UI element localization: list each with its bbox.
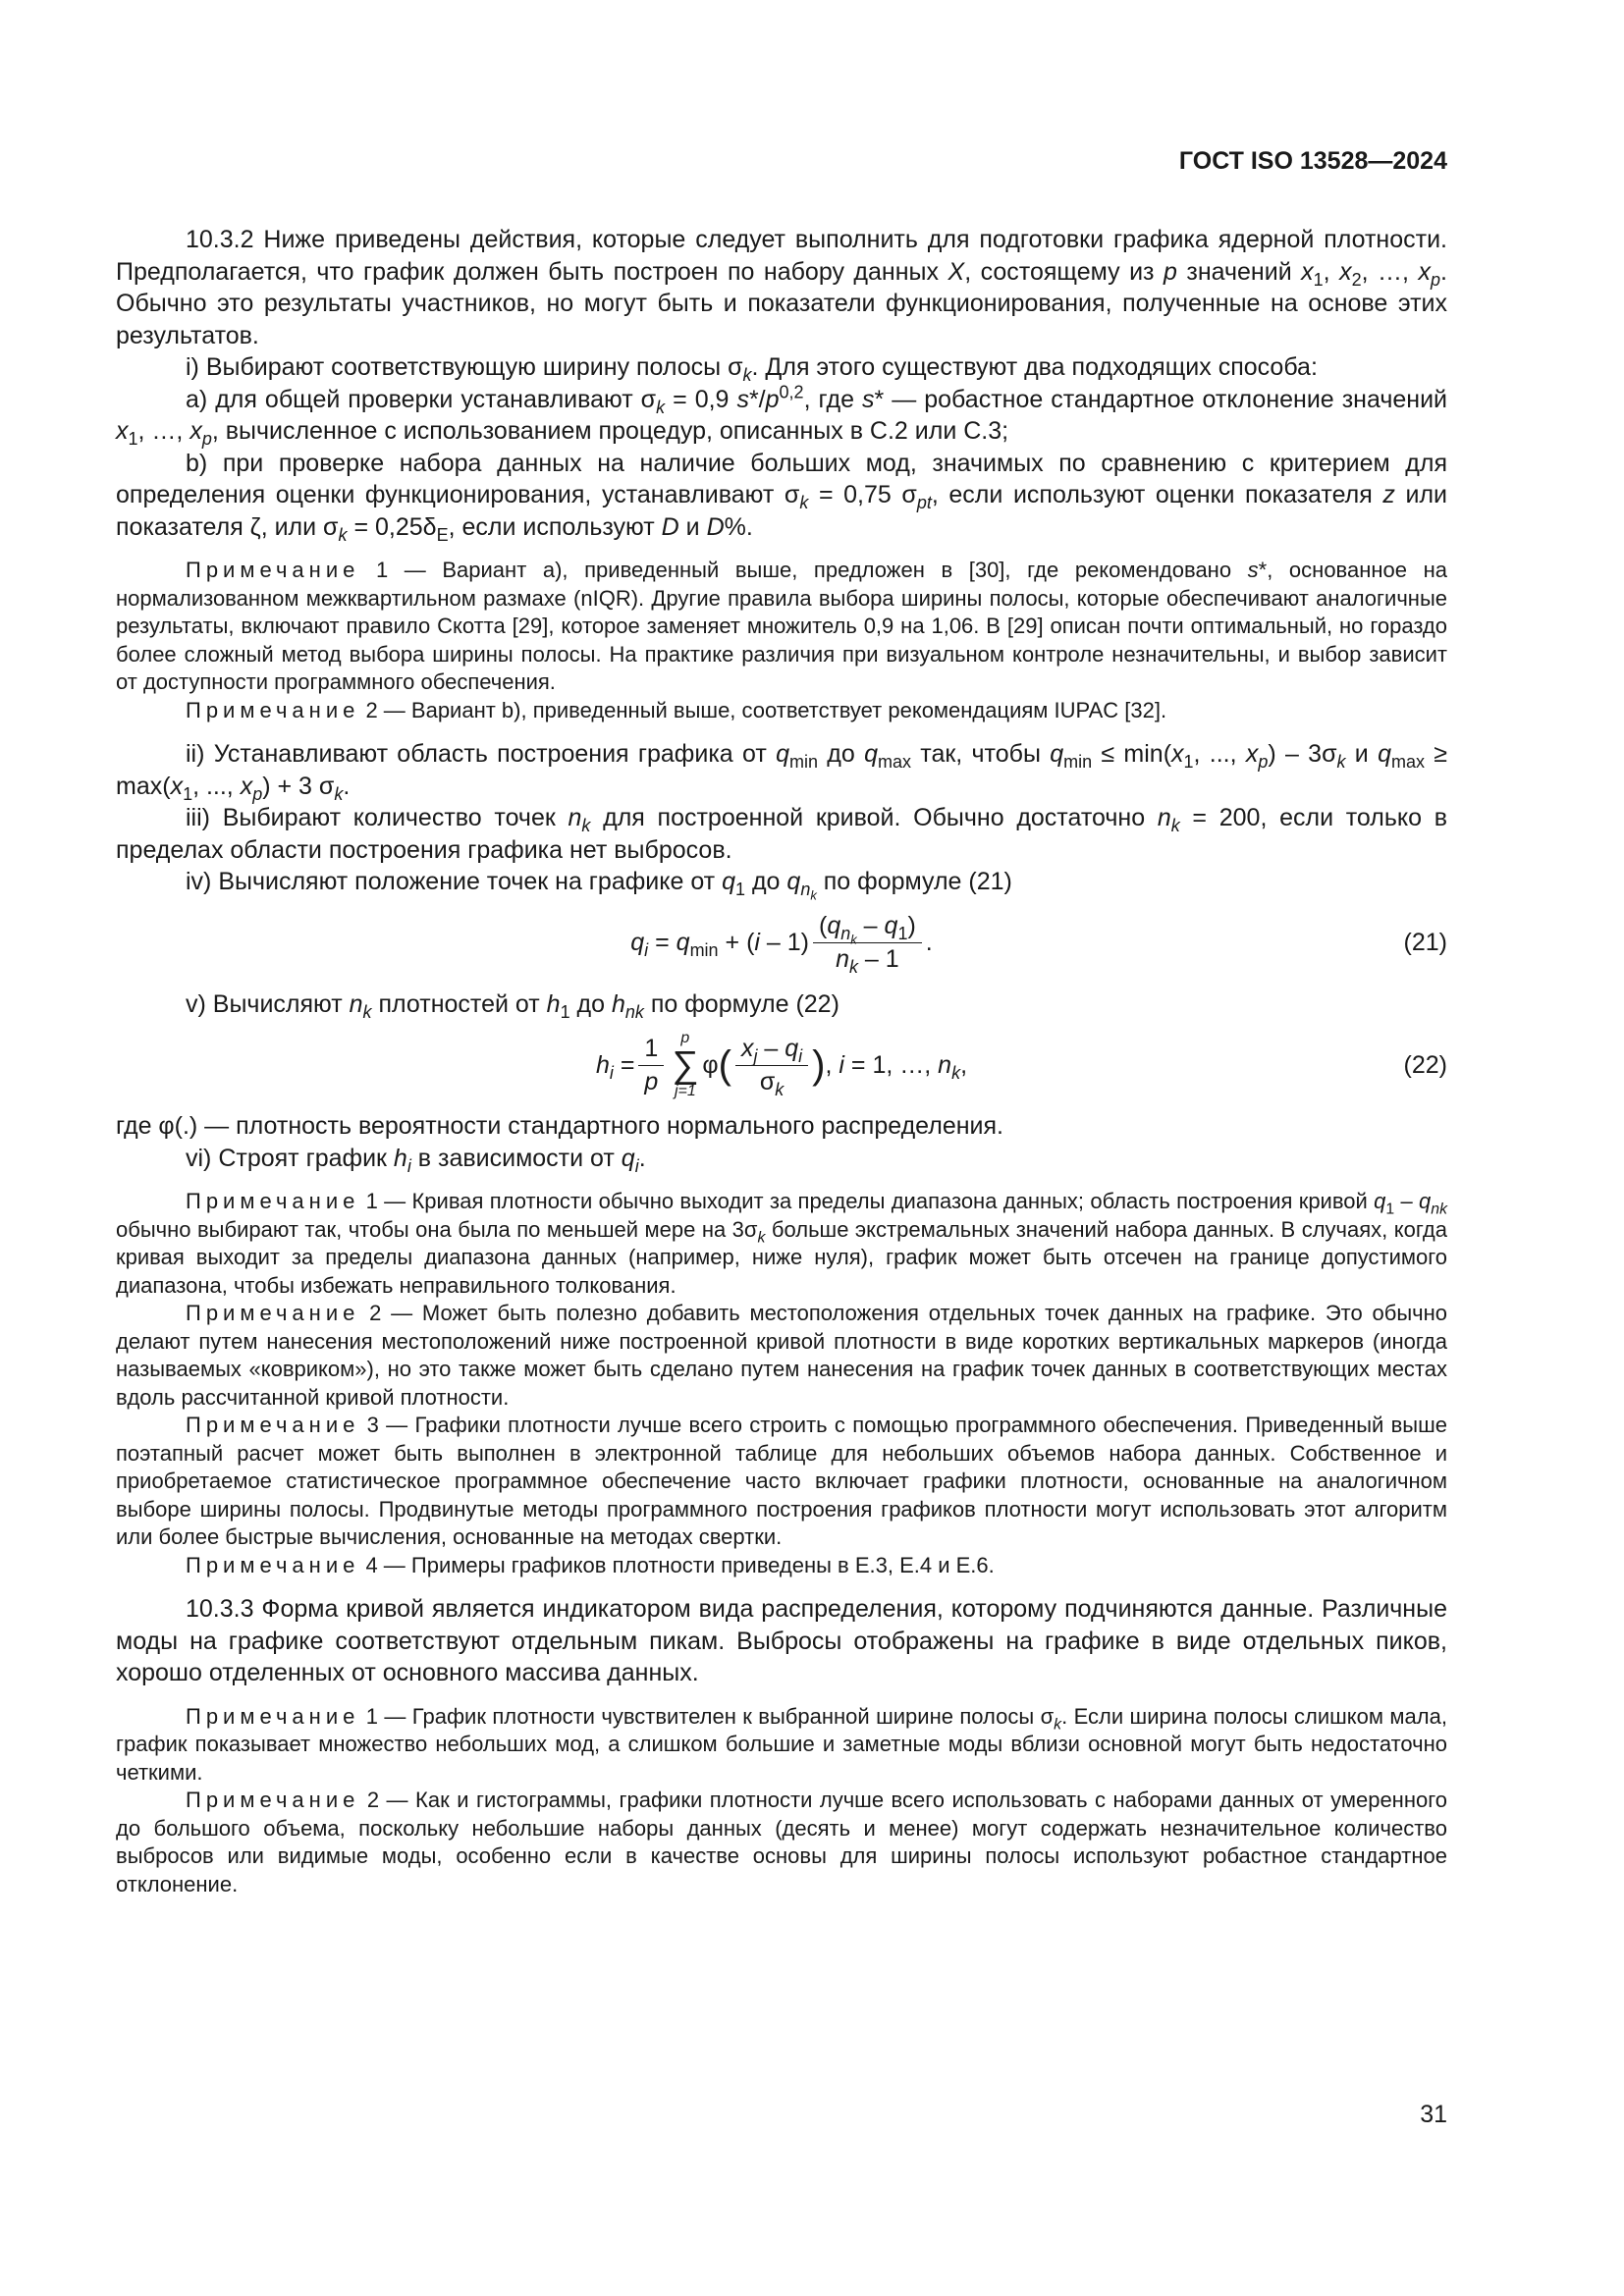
note-block-1-1: Примечание 1 — Вариант а), приведенный выше, предложен в [30], где рекомендовано s*, основанное на нормализованном межквартильном размахе (nIQR). Другие правила выбора ширины полосы, которые обеспечивают аналогичные результаты, включают правило Скотта [29], которое заменяет множитель 0,9 на 1,06. В [29] описан почти оптимальный, но гораздо более сложный метод выбора ширины полосы. На практике различия при визуальном контроле незначительны, и выбор зависит от доступности программного обеспечения. [116,558,1447,694]
phi-definition: где φ(.) — плотность вероятности стандартного нормального распределения. [116,1112,1004,1140]
note-block-2-4: Примечание 4 — Примеры графиков плотности приведены в Е.3, Е.4 и Е.6. [186,1552,995,1577]
step-vi: vi) Строят график $h_i$ в зависимости от $q_i$. [186,1144,646,1176]
fraction: $\frac{1}{p}$ [638,1035,664,1096]
formula-22: $h_i$ = $\frac{1}{p}$ p ∑ j=1 φ ( $\frac{x_j - q_i}{\sigma_k}$ ) , i = 1, …, $n_k$, (22) [116,1020,1447,1110]
note-block-3-1: Примечание 1 — График плотности чувствителен к выбранной ширине полосы $\sigma_k$. Если ширина полосы слишком мала, график показывает множество небольших мод, а слишком большие и заметные моды вблизи основной могут быть недостаточно четкими. [116,1703,1447,1785]
document-header: ГОСТ ISO 13528—2024 [1178,147,1447,175]
step-iii: iii) Выбирают количество точек $n_k$ для построенной кривой. Обычно достаточно $n_k = 200$, если только в пределах области построения графика нет выбросов. [116,804,1447,864]
formula-number: (22) [1403,1050,1447,1079]
note-label: Примечание [186,1301,360,1325]
step-ii: ii) Устанавливают область построения графика от $q_{min}$ до $q_{max}$ так, чтобы $q_{min} \le \min(x_1$, ..., $x_p) - 3\sigma_k$ и $q_{max} \ge \max(x_1$, ..., $x_p) + 3$ $\sigma_k$. [116,740,1447,804]
note-label: Примечание [186,1552,360,1577]
fraction: $\frac{(q_{n_k} - q_1)}{n_k - 1}$ [813,912,922,974]
page-number: 31 [1420,2101,1447,2128]
formula-number: (21) [1403,929,1447,956]
note-label: Примечание [186,1703,360,1729]
step-iv: iv) Вычисляют положение точек на графике от $q_1$ до $q_{n_k}$ по формуле (21) [186,868,1012,903]
step-i-option-b: b) при проверке набора данных на наличие больших мод, значимых по сравнению с критерием для определения оценки функционирования, устанавливают $\sigma_k = 0,75$ $\sigma_{pt}$, если используют оценки показателя z или показателя ζ, или $\sigma_k = 0,25\delta_E$, если используют D и D%. [116,449,1447,545]
note-block-2-3: Примечание 3 — Графики плотности лучше всего строить с помощью программного обеспечения. Приведенный выше поэтапный расчет может быть выполнен в электронной таблице для небольших объемов набора данных. Собственное и приобретаемое статистическое программное обеспечение часто включает графики плотности, основанные на аналогичном выборе ширины полосы. Продвинутые методы программного построения графиков плотности могут использовать этот алгоритм или более быстрые вычисления, основанные на методах свертки. [116,1413,1447,1549]
step-v: v) Вычисляют $n_k$ плотностей от $h_1$ до $h_{nk}$ по формуле (22) [186,989,839,1022]
note-label: Примечание [186,558,360,582]
note-label: Примечание [186,697,360,722]
step-i-option-a: a) для общей проверки устанавливают $\sigma_k = 0,9$ $s*/p^{0,2}$, где s* — робастное стандартное отклонение значений $x_1$, …, $x_p$, вычисленное с использованием процедур, описанных в С.2 или С.3; [116,382,1447,449]
paragraph-10-3-2: 10.3.2 Ниже приведены действия, которые следует выполнить для подготовки графика ядерной плотности. Предполагается, что график должен быть построен по набору данных X, состоящему из p значений $x_1$, $x_2$, …, $x_p$. Обычно это результаты участников, но могут быть и показатели функционирования, полученные на основе этих результатов. [116,226,1447,349]
note-block-3-2: Примечание 2 — Как и гистограммы, графики плотности лучше всего использовать с наборами данных от умеренного до большого объема, поскольку небольшие наборы данных (десять и менее) могут содержать незначительное количество выбросов или видимые моды, особенно если в качестве основы для ширины полосы используют робастное стандартное отклонение. [116,1788,1447,1896]
sum-symbol: p ∑ j=1 [672,1030,699,1099]
step-i: i) Выбирают соответствующую ширину полосы $\sigma_k$. Для этого существуют два подходящих способа: [186,353,1318,385]
page-content [116,224,1447,1898]
fraction: $\frac{x_j - q_i}{\sigma_k}$ [735,1035,808,1096]
paragraph-10-3-3: 10.3.3 Форма кривой является индикатором вида распределения, которому подчиняются данные. Различные моды на графике соответствуют отдельным пикам. Выбросы отображены на графике в виде отдельных пиков, хорошо отделенных от основного массива данных. [116,1595,1447,1686]
note-label: Примечание [186,1788,360,1812]
note-block-1-2: Примечание 2 — Вариант b), приведенный выше, соответствует рекомендациям IUPAC [32]. [186,697,1167,722]
note-label: Примечание [186,1413,360,1437]
note-label: Примечание [186,1189,360,1213]
note-block-2-1: Примечание 1 — Кривая плотности обычно выходит за пределы диапазона данных; область построения кривой $q_1 - q_{nk}$ обычно выбирают так, чтобы она была по меньшей мере на $3\sigma_k$ больше экстремальных значений набора данных. В случаях, когда кривая выходит за пределы диапазона данных (например, ниже нуля), график может быть отсечен на границе допустимого диапазона, чтобы избежать неправильного толкования. [116,1189,1447,1298]
note-block-2-2: Примечание 2 — Может быть полезно добавить местоположения отдельных точек данных на графике. Это обычно делают путем нанесения местоположений ниже построенной кривой плотности в виде коротких вертикальных маркеров (иногда называемых «ковриком»), но это также может быть сделано путем нанесения на график точек данных в соответствующих местах вдоль рассчитанной кривой плотности. [116,1301,1447,1410]
formula-21: $q_i = q_{min} + (i - 1)$ $\frac{(q_{n_k} - q_1)}{n_k - 1}$ . (21) [116,898,1447,988]
